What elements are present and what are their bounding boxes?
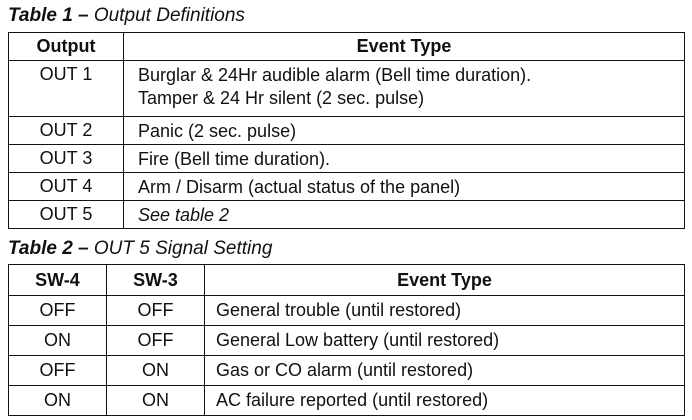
sw3-cell: ON (107, 386, 205, 416)
event-type-cell (124, 173, 685, 201)
event-type-cell (124, 61, 685, 117)
table-row (9, 61, 685, 117)
table-row (9, 296, 685, 326)
sw3-cell: OFF (107, 326, 205, 356)
event-type-cell: AC failure reported (until restored) (205, 386, 685, 416)
column-header-sw3: SW-3 (107, 265, 205, 296)
table1-caption (8, 5, 245, 27)
column-header-sw4: SW-4 (9, 265, 107, 296)
output-definitions-table (8, 32, 685, 229)
out5-signal-setting-table (8, 264, 685, 416)
event-type-cell (124, 145, 685, 173)
table-row (9, 201, 685, 229)
see-table-2-reference: See table 2 (138, 205, 230, 225)
table-row (9, 145, 685, 173)
column-header-event-type: Event Type (124, 33, 685, 61)
event-type-cell: General Low battery (until restored) (205, 326, 685, 356)
table-header-row (9, 265, 685, 296)
event-type-cell: General trouble (until restored) (205, 296, 685, 326)
sw4-cell: ON (9, 326, 107, 356)
sw4-cell: ON (9, 386, 107, 416)
column-header-event-type: Event Type (205, 265, 685, 296)
sw3-cell: ON (107, 356, 205, 386)
table2-caption-title: OUT 5 Signal Setting (93, 238, 273, 259)
table1-caption-number: Table 1 – (8, 5, 89, 26)
event-type-cell: Gas or CO alarm (until restored) (205, 356, 685, 386)
table-row (9, 173, 685, 201)
table1-caption-title: Output Definitions (93, 5, 245, 26)
output-cell: OUT 3 (9, 145, 124, 173)
event-type-cell (124, 117, 685, 145)
sw3-cell: OFF (107, 296, 205, 326)
event-type-cell (124, 201, 685, 229)
sw4-cell: OFF (9, 356, 107, 386)
table-row (9, 386, 685, 416)
column-header-output: Output (9, 33, 124, 61)
event-type-line: Tamper & 24 Hr silent (2 sec. pulse) (138, 88, 425, 108)
table2-caption (8, 238, 272, 260)
output-cell: OUT 1 (9, 61, 124, 117)
output-cell: OUT 2 (9, 117, 124, 145)
sw4-cell: OFF (9, 296, 107, 326)
event-type-line: Panic (2 sec. pulse) (138, 121, 297, 141)
event-type-line: Burglar & 24Hr audible alarm (Bell time duration). (138, 65, 532, 85)
table-row (9, 356, 685, 386)
event-type-line: Fire (Bell time duration). (138, 149, 331, 169)
table2-caption-number: Table 2 – (8, 238, 89, 259)
output-cell: OUT 4 (9, 173, 124, 201)
table-row (9, 326, 685, 356)
table-row (9, 117, 685, 145)
table-header-row (9, 33, 685, 61)
output-cell: OUT 5 (9, 201, 124, 229)
event-type-line: Arm / Disarm (actual status of the panel) (138, 177, 461, 197)
